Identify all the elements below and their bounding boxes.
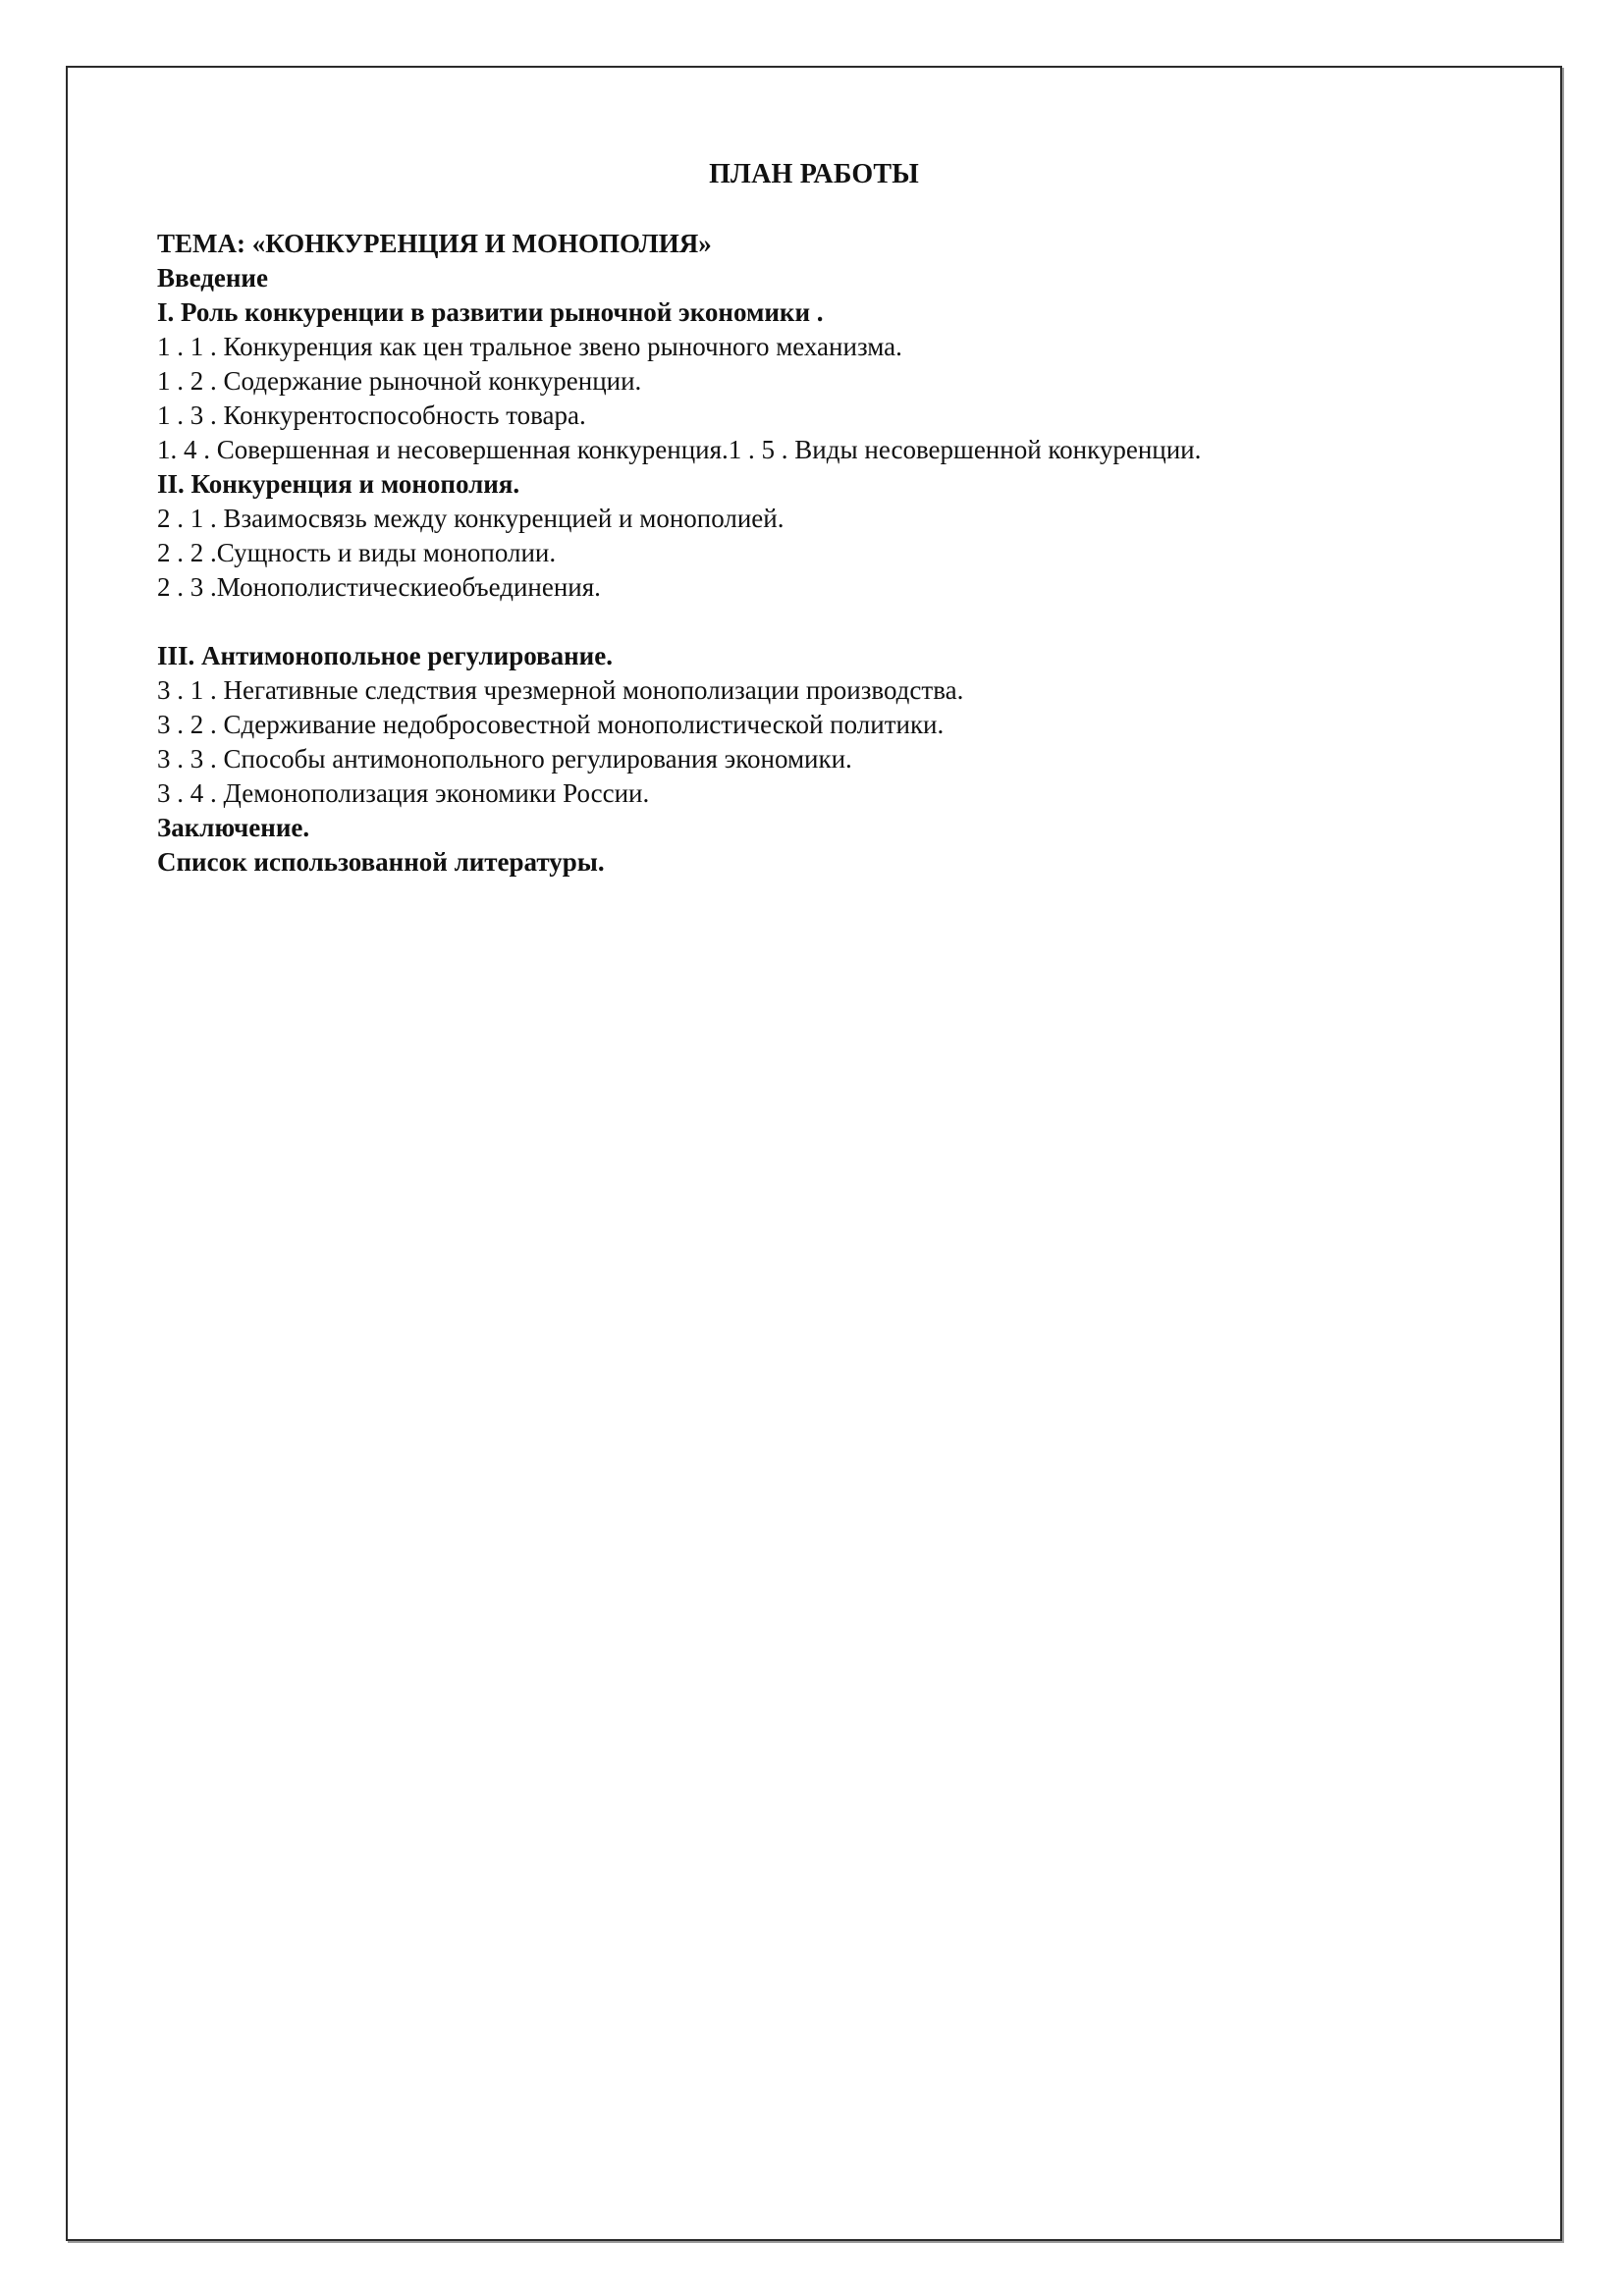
item-1-1: 1 . 1 . Конкуренция как цен тральное звено рыночного механизма. (157, 332, 902, 361)
item-1-3: 1 . 3 . Конкурентоспособность товара. (157, 400, 586, 430)
section-2-heading: II. Конкуренция и монополия. (157, 469, 520, 499)
bibliography-heading: Список использованной литературы. (157, 847, 605, 877)
item-1-2: 1 . 2 . Содержание рыночной конкуренции. (157, 366, 642, 396)
page-frame (66, 66, 1562, 2241)
introduction-heading: Введение (157, 263, 268, 293)
item-1-4-1-5: 1. 4 . Совершенная и несовершенная конкуренция.1 . 5 . Виды несовершенной конкуренции. (157, 435, 1202, 464)
topic-heading: ТЕМА: «КОНКУРЕНЦИЯ И МОНОПОЛИЯ» (157, 229, 712, 258)
item-2-1: 2 . 1 . Взаимосвязь между конкуренцией и монополией. (157, 504, 785, 533)
section-1-heading: I. Роль конкуренции в развитии рыночной экономики . (157, 297, 824, 327)
item-3-3: 3 . 3 . Способы антимонопольного регулирования экономики. (157, 744, 852, 774)
document-title: ПЛАН РАБОТЫ (709, 159, 919, 189)
document-body (157, 227, 1532, 880)
item-3-4: 3 . 4 . Демонополизация экономики России. (157, 778, 650, 808)
section-3-heading: III. Антимонопольное регулирование. (157, 641, 613, 670)
item-3-1: 3 . 1 . Негативные следствия чрезмерной монополизации производства. (157, 675, 964, 705)
item-3-2: 3 . 2 . Сдерживание недобросовестной монополистической политики. (157, 710, 945, 739)
conclusion-heading: Заключение. (157, 813, 310, 842)
item-2-2: 2 . 2 .Сущность и виды монополии. (157, 538, 557, 567)
blank-line (157, 605, 1532, 639)
item-2-3: 2 . 3 .Монополистическиеобъединения. (157, 572, 601, 602)
